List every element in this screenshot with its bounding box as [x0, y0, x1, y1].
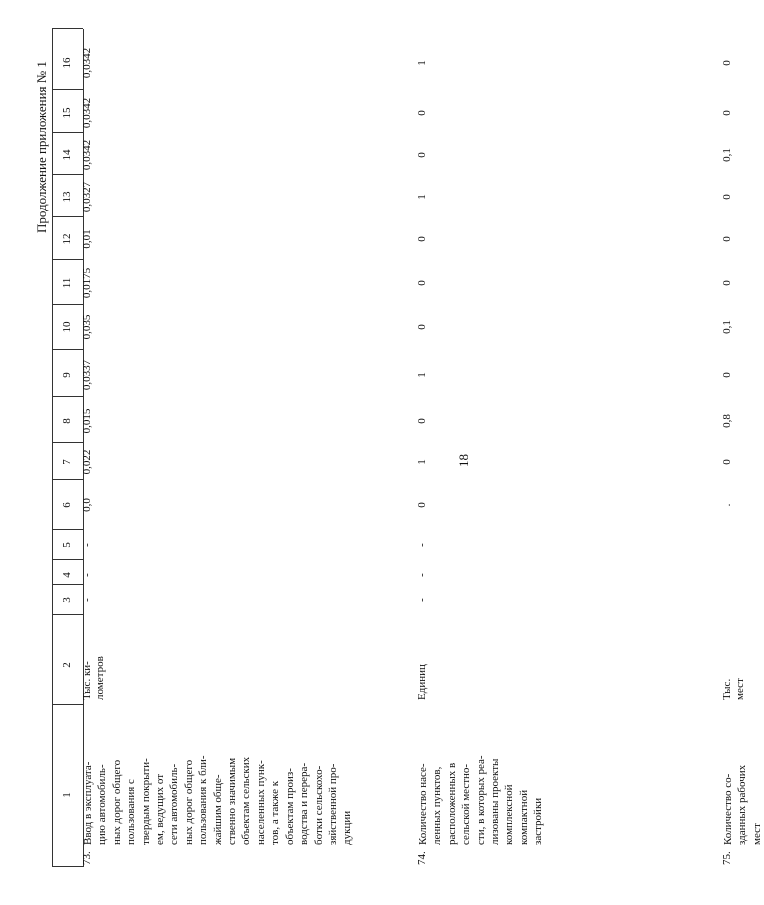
description-line: Ввод в эксплуата-	[82, 761, 94, 845]
column-header-10: 10	[61, 321, 73, 333]
row-value-col-16: 0,0342	[81, 47, 93, 79]
description-line: водства и перера-	[298, 762, 311, 845]
row-value-col-6: .	[721, 503, 733, 507]
row-description	[416, 695, 546, 845]
column-divider	[52, 704, 83, 705]
description-line: цию автомобиль-	[96, 764, 109, 845]
row-value-col-16: 0	[721, 60, 733, 66]
row-value-col-14: 0	[416, 152, 428, 158]
row-value-col-6: 0,0	[81, 498, 93, 512]
column-header-6: 6	[61, 502, 73, 508]
description-line: лизованы проекты	[489, 758, 502, 845]
description-line: компактной	[517, 789, 530, 845]
row-value-col-11: 0	[416, 280, 428, 286]
column-header-16: 16	[61, 57, 73, 69]
row-value-col-15: 0,0342	[81, 97, 93, 129]
row-unit: Тыс. мест	[721, 678, 746, 700]
description-line: комплексной	[503, 784, 516, 845]
column-divider	[52, 259, 83, 260]
row-value-col-7: 0,022	[81, 449, 93, 475]
description-line: сельской местно-	[460, 763, 473, 845]
column-divider	[52, 304, 83, 305]
description-line: застройки	[532, 797, 545, 845]
row-value-col-10: 0	[416, 324, 428, 330]
row-value-col-3: -	[81, 598, 93, 602]
row-value-col-16: 1	[416, 60, 428, 66]
description-line: Количество со-	[722, 773, 734, 845]
column-divider	[52, 89, 83, 90]
description-line: дукции	[341, 810, 354, 845]
description-line: твердым покрыти-	[139, 758, 152, 845]
column-header-12: 12	[61, 233, 73, 245]
column-divider	[52, 28, 83, 29]
column-header-8: 8	[61, 418, 73, 424]
column-header-15: 15	[61, 107, 73, 119]
description-line: зяйственной про-	[326, 763, 339, 845]
column-divider	[52, 349, 83, 350]
column-divider	[52, 442, 83, 443]
description-line: ственно значимым	[226, 757, 239, 845]
column-header-14: 14	[61, 149, 73, 161]
row-value-col-7: 0	[721, 459, 733, 465]
description-line: тов, а также к	[269, 780, 282, 845]
description-line: ленных пунктов,	[431, 766, 444, 845]
row-number: 75.	[721, 851, 733, 865]
column-header-5: 5	[61, 542, 73, 548]
row-value-col-15: 0	[416, 110, 428, 116]
description-line: расположенных в	[445, 762, 458, 845]
row-value-col-8: 0	[416, 418, 428, 424]
column-header-9: 9	[61, 372, 73, 378]
row-value-col-13: 0,0327	[81, 181, 93, 213]
column-header-11: 11	[61, 277, 73, 289]
column-header-13: 13	[61, 191, 73, 203]
description-line: мест	[750, 823, 763, 845]
column-divider	[52, 174, 83, 175]
description-line: пользования с	[125, 779, 138, 845]
description-line: зданных рабочих	[736, 764, 749, 845]
column-divider	[52, 866, 83, 867]
column-header-7: 7	[61, 459, 73, 465]
appendix-label: Продолжение приложения № 1	[34, 61, 49, 233]
row-value-col-3: -	[416, 598, 428, 602]
row-value-col-11: 0	[721, 280, 733, 286]
description-line: Количество насе-	[417, 763, 429, 845]
row-value-col-13: 1	[416, 194, 428, 200]
column-divider	[52, 479, 83, 480]
row-value-col-10: 0,1	[721, 320, 733, 334]
row-value-col-14: 0,0342	[81, 139, 93, 171]
description-line: сти, в которых реа-	[474, 755, 487, 845]
row-value-col-15: 0	[721, 110, 733, 116]
column-header-2: 2	[61, 662, 73, 668]
row-value-col-13: 0	[721, 194, 733, 200]
row-value-col-9: 1	[416, 372, 428, 378]
row-value-col-9: 0,0337	[81, 359, 93, 391]
row-number: 74.	[416, 851, 428, 865]
column-header-1: 1	[61, 792, 73, 798]
page-number: 18	[456, 454, 471, 467]
column-header-3: 3	[61, 597, 73, 603]
row-number: 73.	[81, 851, 93, 865]
row-unit: Единиц	[416, 664, 428, 700]
row-value-col-4: -	[416, 573, 428, 577]
row-value-col-9: 0	[721, 372, 733, 378]
column-divider	[52, 132, 83, 133]
description-line: объектам произ-	[283, 768, 296, 845]
table-top-border	[52, 29, 53, 867]
row-value-col-12: 0	[721, 236, 733, 242]
description-line: ных дорог общего	[182, 759, 195, 845]
row-value-col-12: 0	[416, 236, 428, 242]
description-line: жайшим обще-	[211, 774, 224, 845]
row-value-col-14: 0,1	[721, 148, 733, 162]
column-header-4: 4	[61, 572, 73, 578]
description-line: объектам сельских	[240, 756, 253, 845]
row-value-col-11: 0,0175	[81, 267, 93, 299]
description-line: сети автомобиль-	[168, 763, 181, 845]
row-value-col-7: 1	[416, 459, 428, 465]
row-description	[721, 695, 764, 845]
description-line: ных дорог общего	[110, 759, 123, 845]
row-value-col-10: 0,035	[81, 314, 93, 340]
description-line: пользования к бли-	[197, 755, 210, 845]
row-value-col-5: -	[81, 543, 93, 547]
column-divider	[52, 396, 83, 397]
description-line: населенных пунк-	[254, 760, 267, 845]
row-value-col-8: 0,015	[81, 408, 93, 434]
row-unit: Тыс. ки- лометров	[81, 656, 106, 700]
row-value-col-8: 0,8	[721, 414, 733, 428]
column-divider	[52, 216, 83, 217]
row-value-col-6: 0	[416, 502, 428, 508]
row-value-col-5: -	[416, 543, 428, 547]
row-value-col-12: 0,01	[81, 229, 93, 249]
description-line: ботки сельскохо-	[312, 765, 325, 845]
row-description	[81, 695, 355, 845]
row-value-col-4: -	[81, 573, 93, 577]
description-line: ем, ведущих от	[154, 773, 167, 845]
